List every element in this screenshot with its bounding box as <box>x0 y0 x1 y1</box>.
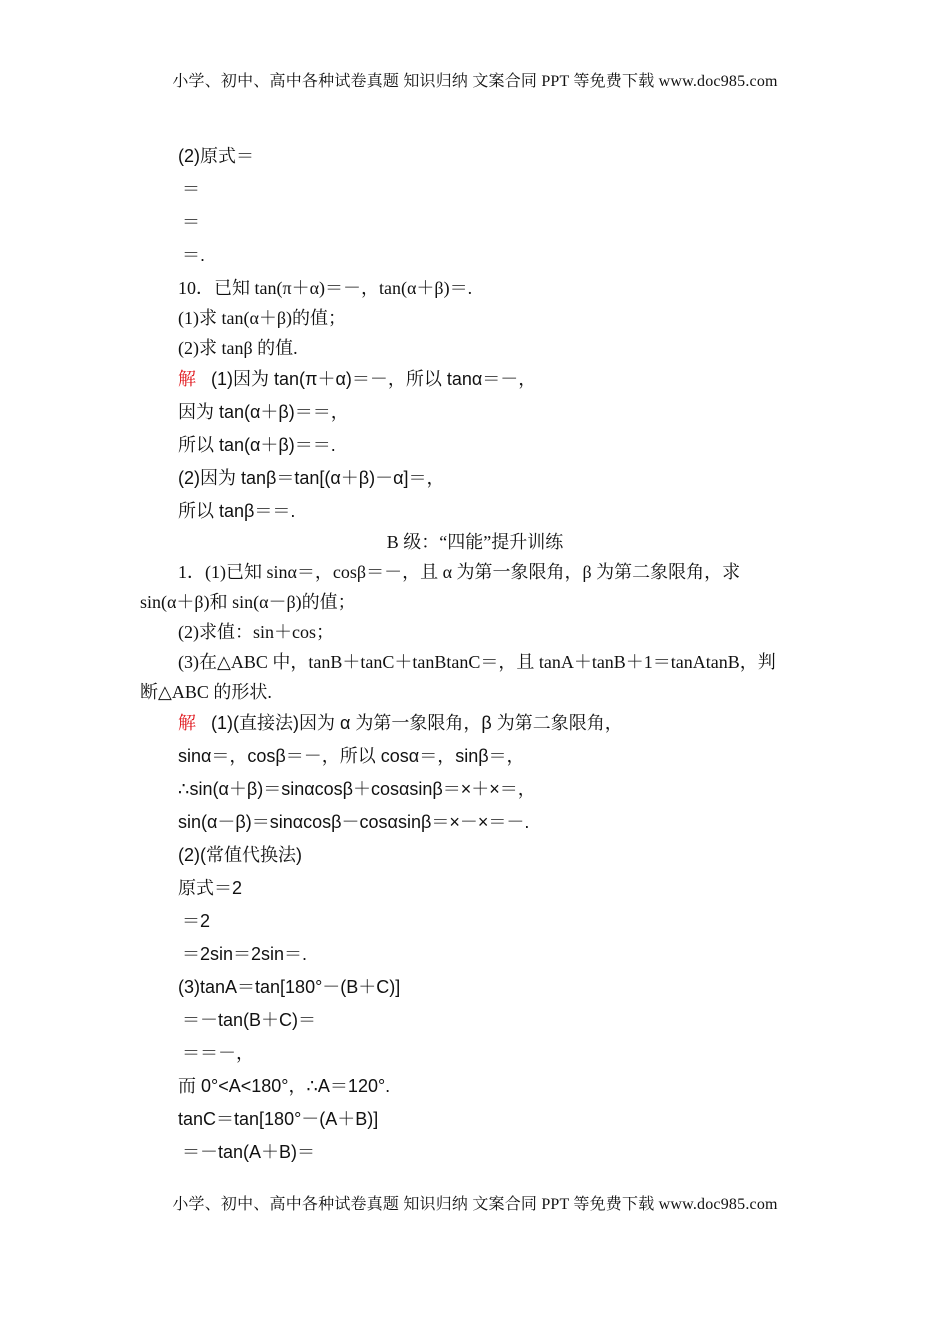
text-line: (2)原式＝ <box>178 146 254 166</box>
text-line: (2)因为 tanβ＝tan[(α＋β)－α]＝， <box>178 468 445 488</box>
text-line: 原式＝2 <box>178 878 243 898</box>
text-line: (1)因为 tan(π＋α)＝－，所以 tanα＝－， <box>211 369 537 389</box>
text-line: (3)tanA＝tan[180°－(B＋C)] <box>178 977 401 997</box>
page-header: 小学、初中、高中各种试卷真题 知识归纳 文案合同 PPT 等免费下载 www.doc985.com <box>172 73 778 90</box>
problem-1-part-2: (2)求值：sin＋cos； <box>178 622 334 642</box>
text-line: 而 0°<A<180°，∴A＝120°. <box>178 1076 391 1096</box>
page-footer: 小学、初中、高中各种试卷真题 知识归纳 文案合同 PPT 等免费下载 www.doc985.com <box>172 1196 778 1213</box>
solution-label: 解 <box>178 369 196 389</box>
text-line: sin(α－β)＝sinαcosβ－cosαsinβ＝×－×＝－. <box>178 812 530 832</box>
text-line: 因为 tan(α＋β)＝＝， <box>178 402 349 422</box>
text-line: ＝. <box>182 245 206 265</box>
problem-10-statement: 10．已知 tan(π＋α)＝－，tan(α＋β)＝. <box>178 278 473 298</box>
solution-line <box>178 712 623 734</box>
text-line: 所以 tanβ＝＝. <box>178 501 296 521</box>
text-line: ＝2sin＝2sin＝. <box>182 944 308 964</box>
text-line: ＝－tan(B＋C)＝ <box>182 1010 317 1030</box>
problem-1-part-3-cont: 断△ABC 的形状. <box>140 682 272 702</box>
text-line: ＝－tan(A＋B)＝ <box>182 1142 316 1162</box>
text-line: tanC＝tan[180°－(A＋B)] <box>178 1109 379 1129</box>
text-line: ＝ <box>182 212 200 232</box>
section-title: B 级：“四能”提升训练 <box>386 532 564 552</box>
problem-1-statement-cont: sin(α＋β)和 sin(α－β)的值； <box>140 592 356 612</box>
text-line: (2)(常值代换法) <box>178 845 302 865</box>
text-line: ＝＝－， <box>182 1043 254 1063</box>
problem-10-part-2: (2)求 tanβ 的值. <box>178 338 298 358</box>
problem-1-statement: 1．(1)已知 sinα＝，cosβ＝－，且 α 为第一象限角，β 为第二象限角，求 <box>178 562 741 582</box>
text-line: ＝ <box>182 179 200 199</box>
solution-line <box>178 368 536 390</box>
problem-1-part-3: (3)在△ABC 中，tanB＋tanC＋tanBtanC＝，且 tanA＋tanB＋1＝tanAtanB，判 <box>178 652 776 672</box>
text-line: 所以 tan(α＋β)＝＝. <box>178 435 336 455</box>
solution-label: 解 <box>178 713 196 733</box>
problem-10-part-1: (1)求 tan(α＋β)的值； <box>178 308 347 328</box>
text-line: sinα＝，cosβ＝－，所以 cosα＝，sinβ＝， <box>178 746 525 766</box>
text-line: (1)(直接法)因为 α 为第一象限角，β 为第二象限角， <box>211 713 623 733</box>
text-line: ∴sin(α＋β)＝sinαcosβ＋cosαsinβ＝×＋×＝， <box>178 779 536 799</box>
text-line: ＝2 <box>182 911 211 931</box>
